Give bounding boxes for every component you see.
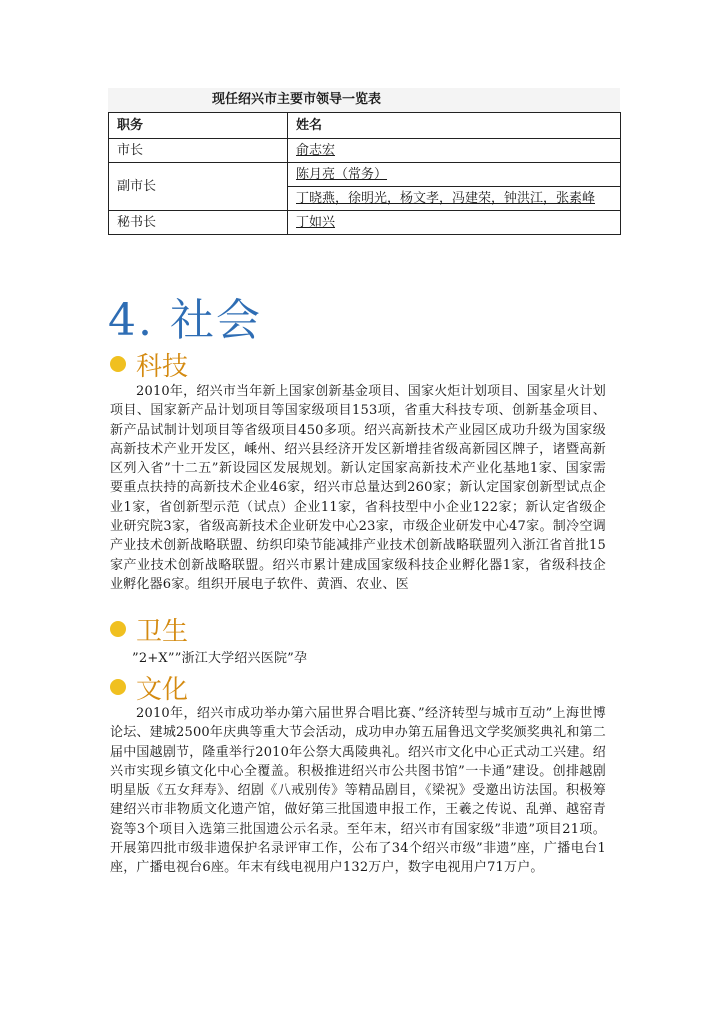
name-subcell bbox=[288, 187, 620, 210]
subsection-title: 卫生 bbox=[136, 616, 189, 647]
bullet-dot-icon bbox=[110, 679, 126, 695]
paragraph-tech: 2010年，绍兴市当年新上国家创新基金项目、国家火炬计划项目、国家星火计划项目、国家新产品计划项目等国家级项目153项，省重大科技专项、创新基金项目、新产品试制计划项目等省级项目450多项。绍兴高新技术产业园区成功升级为国家级高新技术产业开发区，嵊州、绍兴县经济开发区新增挂省级高新园区牌子，诸暨高新区列入省”十二五”新设园区发展规划。新认定国家高新技术产业化基地1家、国家需要重点扶持的高新技术企业46家，绍兴市总量达到260家；新认定国家创新型试点企业1家，省创新型示范（试点）企业11家，省科技型中小企业122家；新认定省级企业研究院3家，省级高新技术企业研发中心23家，市级企业研发中心47家。制冷空调产业技术创新战略联盟、纺织印染节能减排产业技术创新战略联盟列入浙江省首批15家产业技术创新战略联盟。绍兴市累计建成国家级科技企业孵化器1家，省级科技企业孵化器6家。组织开展电子软件、黄酒、农业、医 bbox=[110, 384, 606, 592]
table-row bbox=[109, 211, 621, 235]
role-cell: 秘书长 bbox=[109, 211, 288, 235]
table-row bbox=[109, 163, 621, 211]
paragraph-health: ”2+X””浙江大学绍兴医院”孕 bbox=[132, 651, 308, 666]
header-name: 姓名 bbox=[288, 113, 621, 139]
name-link[interactable]: 俞志宏 bbox=[296, 143, 336, 158]
role-cell: 市长 bbox=[109, 139, 288, 163]
table-row bbox=[109, 139, 621, 163]
table-header-row bbox=[109, 113, 621, 139]
table-title-bar bbox=[108, 88, 620, 112]
name-link[interactable]: 陈月亮（常务） bbox=[296, 167, 388, 182]
name-subcell bbox=[288, 163, 620, 187]
name-cell bbox=[288, 163, 621, 211]
role-cell: 副市长 bbox=[109, 163, 288, 211]
bullet-dot-icon bbox=[110, 621, 126, 637]
subsection-title: 文化 bbox=[136, 674, 189, 705]
name-cell bbox=[288, 211, 621, 235]
table-title: 现任绍兴市主要市领导一览表 bbox=[212, 92, 382, 107]
header-role: 职务 bbox=[109, 113, 288, 139]
subsection-heading-tech bbox=[110, 346, 188, 382]
name-cell bbox=[288, 139, 621, 163]
bullet-dot-icon bbox=[110, 356, 126, 372]
name-link[interactable]: 丁如兴 bbox=[296, 215, 336, 230]
paragraph-culture: 2010年，绍兴市成功举办第六届世界合唱比赛、”经济转型与城市互动”上海世博论坛、建城2500年庆典等重大节会活动，成功申办第五届鲁迅文学奖颁奖典礼和第二届中国越剧节，隆重举行2010年公祭大禹陵典礼。绍兴市文化中心正式动工兴建。绍兴市实现乡镇文化中心全覆盖。积极推进绍兴市公共图书馆”一卡通”建设。创排越剧明星版《五女拜寿》、绍剧《八戒别传》等精品剧目，《梁祝》受邀出访法国。积极筹建绍兴市非物质文化遗产馆，做好第三批国遗申报工作，王羲之传说、乱弹、越窑青瓷等3个项目入选第三批国遗公示名录。至年末，绍兴市有国家级”非遗”项目21项。开展第四批市级非遗保护名录评审工作，公布了34个绍兴市级”非遗”座，广播电台1座，广播电视台6座。年末有线电视用户132万户，数字电视用户71万户。 bbox=[110, 706, 606, 876]
section-title: 4. 社会 bbox=[108, 295, 262, 346]
name-link[interactable]: 丁晓燕，徐明光，杨文孝，冯建荣，钟洪江，张素峰 bbox=[296, 191, 596, 206]
subsection-heading-health bbox=[110, 611, 188, 647]
subsection-title: 科技 bbox=[136, 351, 189, 382]
leaders-table bbox=[108, 112, 621, 235]
subsection-heading-culture bbox=[110, 669, 188, 705]
